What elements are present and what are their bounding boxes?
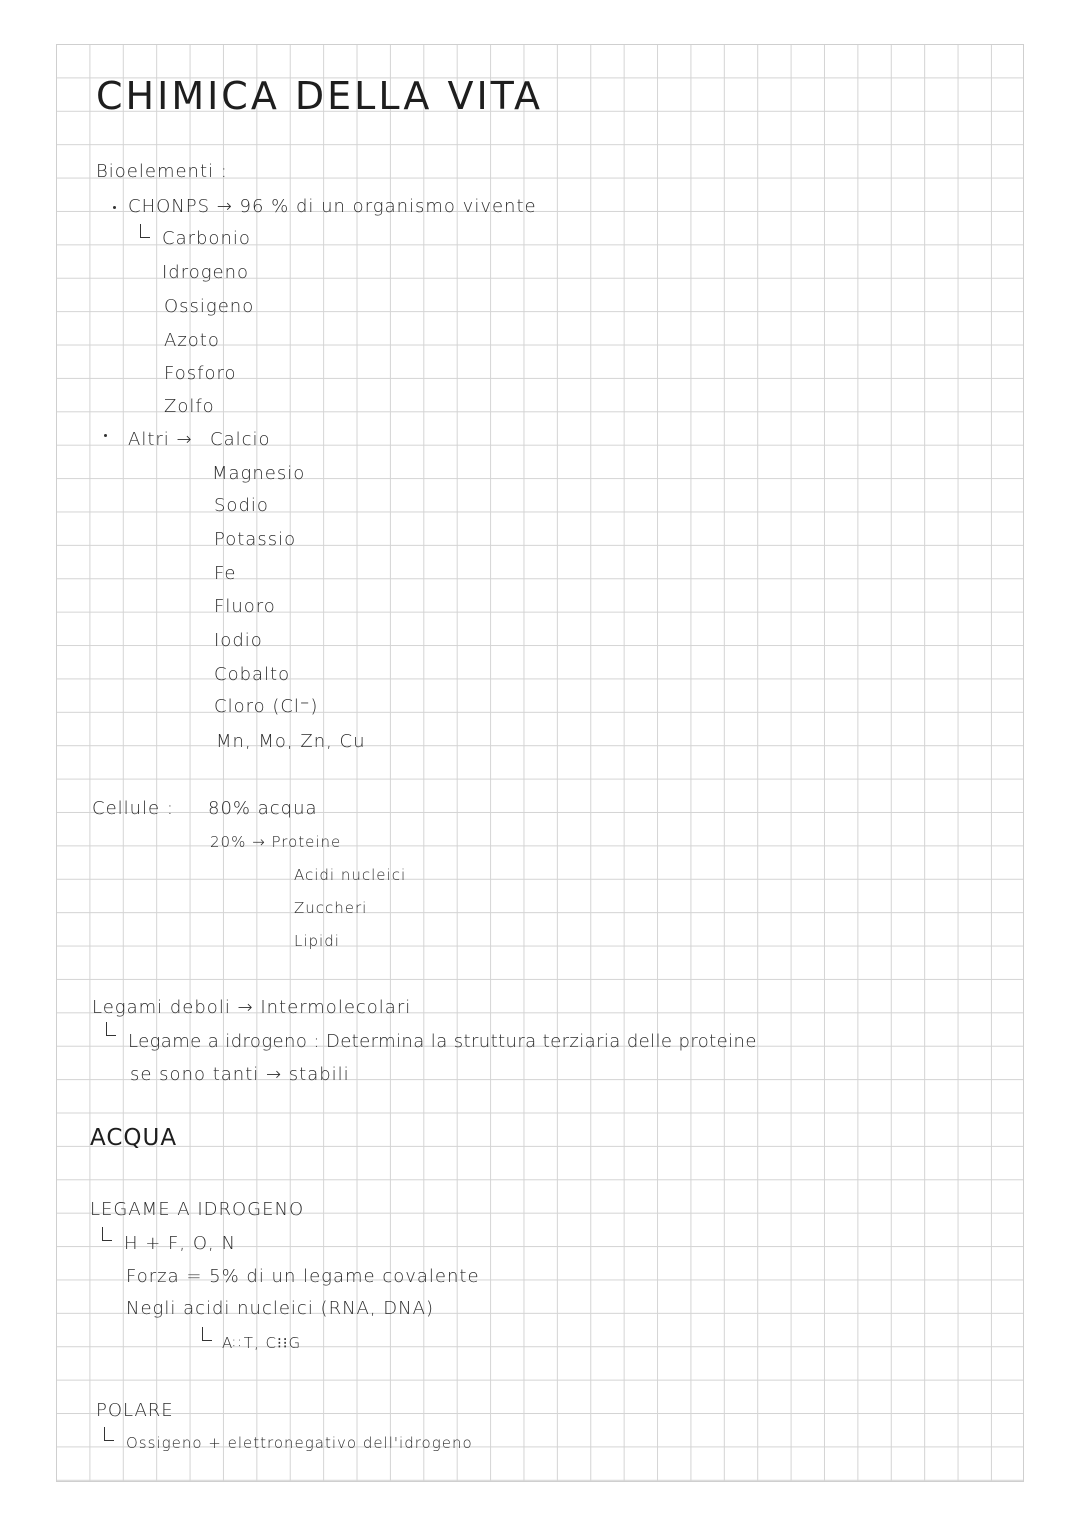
chonps-item: Zolfo	[164, 396, 215, 417]
cellule-resto: 20% → Proteine	[210, 833, 342, 851]
acqua-heading: ACQUA	[90, 1125, 178, 1151]
legame-idrogeno-line: H + F, O, N	[124, 1233, 236, 1254]
legame-idrogeno-line: Forza = 5% di un legame covalente	[126, 1266, 480, 1287]
legame-idrogeno-line: Negli acidi nucleici (RNA, DNA)	[126, 1298, 434, 1319]
polare-line: Ossigeno + elettronegativo dell'idrogeno	[126, 1434, 473, 1452]
altri-item: Iodio	[214, 630, 263, 651]
legami-line: se sono tanti → stabili	[130, 1064, 350, 1085]
altri-item: Potassio	[214, 529, 297, 550]
cellule-item: Zuccheri	[294, 899, 368, 917]
cellule-item: Lipidi	[294, 932, 340, 950]
altri-item: Sodio	[214, 495, 269, 516]
cellule-acqua: 80% acqua	[208, 798, 318, 819]
cellule-item: Acidi nucleici	[294, 866, 407, 884]
hook-arrow-icon	[140, 224, 150, 238]
page-title: CHIMICA DELLA VITA	[96, 74, 543, 118]
hook-arrow-icon	[106, 1022, 116, 1036]
polare-heading: POLARE	[96, 1400, 174, 1421]
chonps-item: Fosforo	[164, 363, 237, 384]
bullet-dot	[104, 434, 107, 437]
chonps-item: Idrogeno	[162, 262, 250, 283]
altri-item: Calcio	[210, 429, 271, 450]
bioelementi-heading: Bioelementi :	[96, 161, 228, 182]
chonps-item: Azoto	[164, 330, 220, 351]
hook-arrow-icon	[104, 1427, 114, 1441]
legami-line: Legame a idrogeno : Determina la struttura terziaria delle proteine	[128, 1031, 757, 1052]
hook-arrow-icon	[202, 1327, 212, 1341]
chonps-line: CHONPS → 96 % di un organismo vivente	[128, 196, 537, 217]
legame-idrogeno-heading: LEGAME A IDROGENO	[90, 1199, 305, 1220]
legami-heading: Legami deboli → Intermolecolari	[92, 997, 412, 1018]
legame-idrogeno-line: A∷T, C⁝⁝G	[222, 1334, 302, 1352]
hook-arrow-icon	[102, 1227, 112, 1241]
altri-item: Mn, Mo, Zn, Cu	[216, 731, 366, 752]
chonps-item: Ossigeno	[164, 296, 255, 317]
cellule-label: Cellule :	[92, 798, 174, 819]
altri-item: Fe	[214, 563, 237, 584]
chonps-item: Carbonio	[162, 228, 251, 249]
altri-item: Cloro (Cl⁻)	[214, 696, 319, 717]
altri-item: Cobalto	[214, 664, 291, 685]
altri-item: Fluoro	[214, 596, 276, 617]
altri-item: Magnesio	[212, 463, 306, 484]
altri-label: Altri →	[128, 429, 193, 450]
bullet-dot	[113, 206, 116, 209]
